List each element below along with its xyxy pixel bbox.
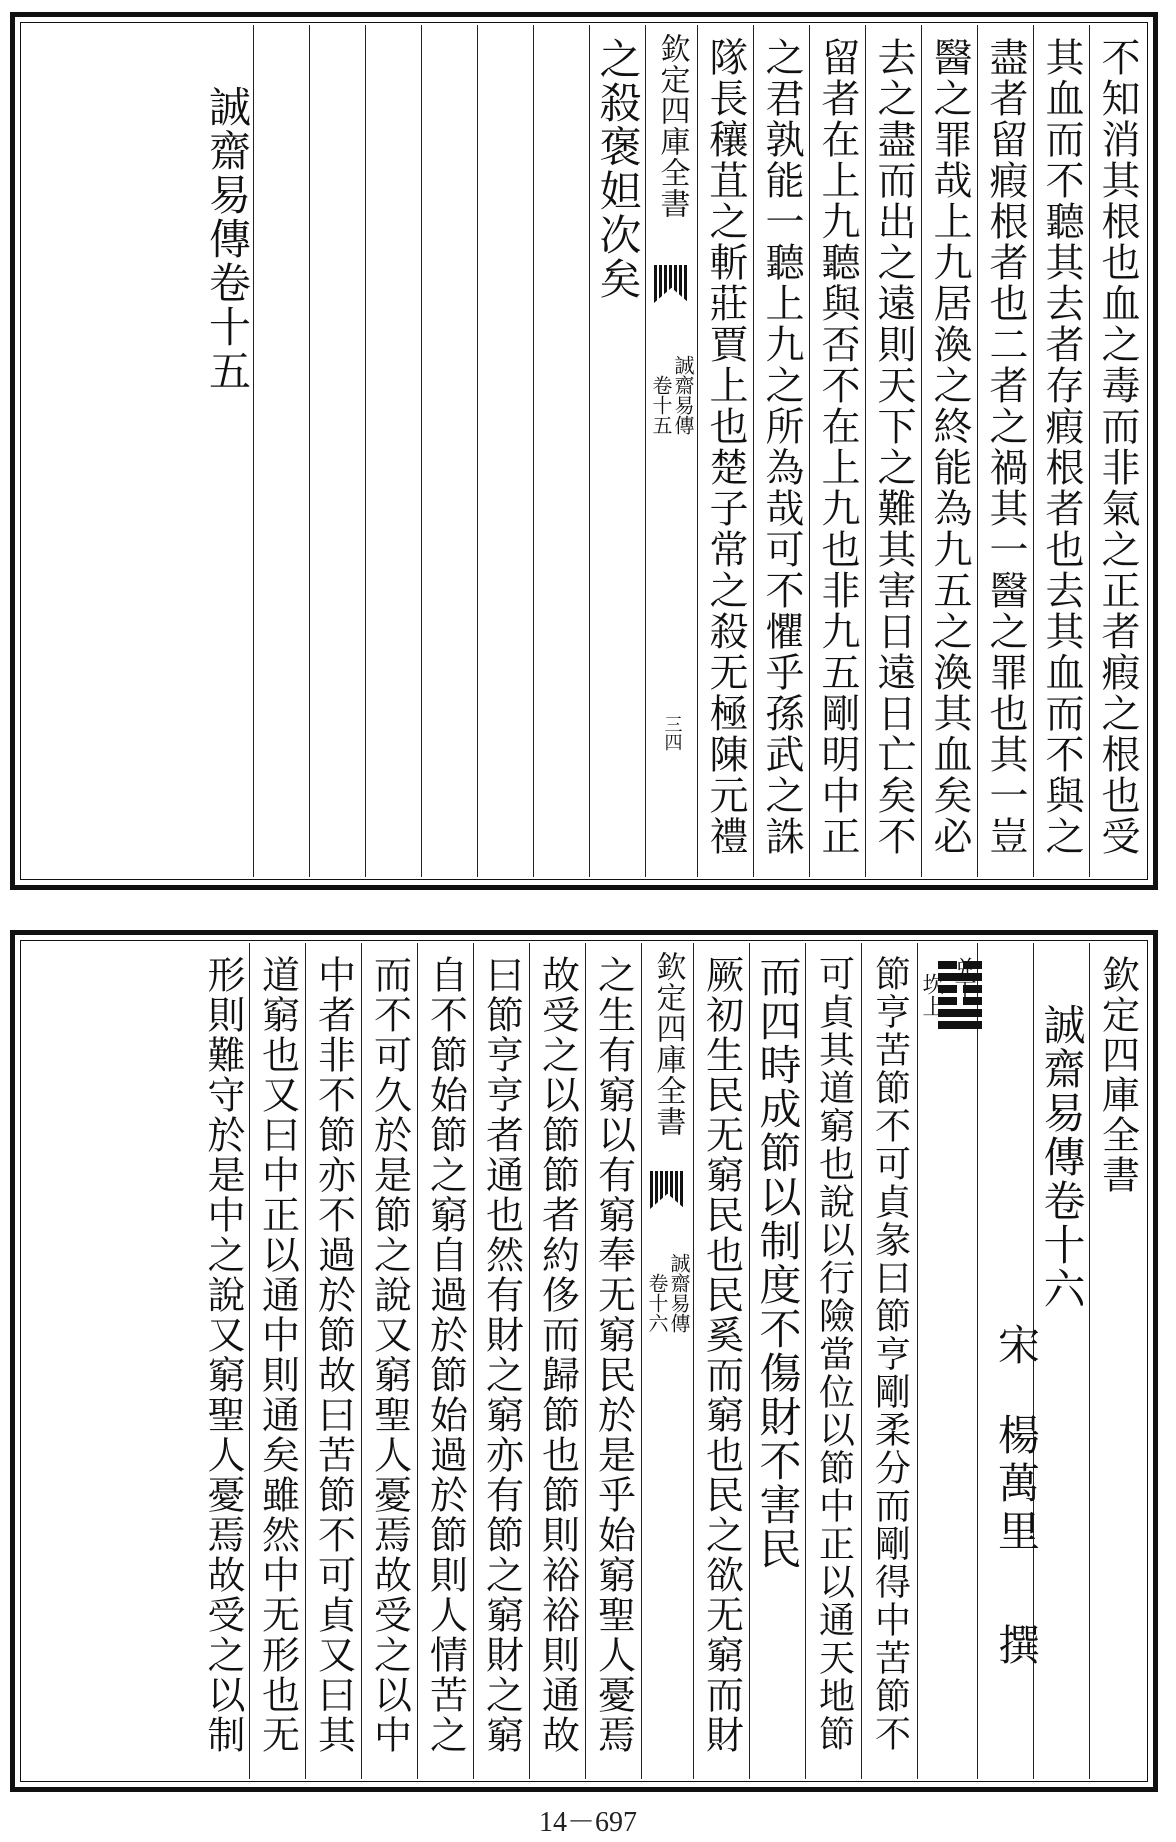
text-column: 其血而不聽其去者存瘕根者也去其血而不與之 — [1033, 25, 1089, 877]
folio-number: 14－697 — [538, 1807, 637, 1838]
lower-trigram-label: 兑下 — [951, 957, 976, 1001]
text-column: 去之盡而出之遠則天下之難其害日遠日亡矣不 — [865, 25, 921, 877]
text-column: 形則難守於是中之說又窮聖人憂焉故受之以制 — [201, 955, 245, 1755]
text-column: 醫之罪哉上九居渙之終能為九五之渙其血矣必 — [921, 25, 977, 877]
author-column — [977, 943, 1041, 1779]
hexagram-column — [917, 943, 977, 1779]
banner-juan: 卷十五 — [649, 375, 673, 435]
text-column: 誠齋易傳卷十五 — [203, 85, 252, 393]
text-column: 故受之以節節者約侈而歸節也節則裕裕則通故 — [529, 943, 585, 1779]
blank-column — [309, 25, 365, 877]
text-column: 而四時成節以制度不傷財不害民 — [749, 943, 805, 1779]
text-column: 之殺褒妲次矣 — [589, 25, 645, 877]
text-column: 節亨苦節不可貞彖曰節亨剛柔分而剛得中苦節不 — [861, 943, 917, 1779]
blank-column — [533, 25, 589, 877]
text-column: 盡者留瘕根者也二者之禍其一醫之罪也其一豈 — [977, 25, 1033, 877]
text-column: 自不節始節之窮自過於節始過於節則人情苦之 — [417, 943, 473, 1779]
blank-column — [253, 25, 309, 877]
text-column: 隊長穰苴之斬莊賈上也楚子常之殺无極陳元禮 — [697, 25, 753, 877]
top-page-columns — [23, 25, 1145, 877]
banner-juan: 卷十六 — [645, 1273, 669, 1333]
text-column: 留者在上九聽與否不在上九也非九五剛明中正 — [809, 25, 865, 877]
banner-book-title: 誠齋易傳 — [671, 355, 695, 435]
text-column: 厥初生民无窮民也民奚而窮也民之欲无窮而財 — [693, 943, 749, 1779]
fish-tail-mark — [650, 1171, 685, 1209]
banner-book-title: 誠齋易傳 — [667, 1253, 691, 1333]
banner-page-number: 三四 — [661, 715, 683, 751]
text-column: 可貞其道窮也說以行險當位以節中正以通天地節 — [805, 943, 861, 1779]
hexagram-line — [938, 1021, 982, 1029]
fish-tail-mark — [654, 265, 689, 303]
banner-heading: 欽定四庫全書 — [650, 951, 686, 1137]
text-column: 中者非不節亦不過於節故曰苦節不可貞又曰其 — [305, 943, 361, 1779]
author-name: 楊萬里 — [992, 1413, 1041, 1557]
title-column: 誠齋易傳卷十六 — [1033, 943, 1089, 1779]
author-dynasty: 宋 — [992, 1323, 1041, 1389]
author-role: 撰 — [992, 1623, 1041, 1689]
header-column: 欽定四庫全書 — [1089, 943, 1145, 1779]
text-column: 而不可久於是節之說又窮聖人憂焉故受之以中 — [361, 943, 417, 1779]
upper-trigram-label: 坎上 — [919, 973, 944, 1017]
text-column: 不知消其根也血之毒而非氣之正者瘕之根也受 — [1089, 25, 1145, 877]
text-column: 道窮也又曰中正以通中則通矣雖然中无形也无 — [249, 943, 305, 1779]
banner-heading: 欽定四庫全書 — [654, 33, 690, 219]
bottom-page — [10, 930, 1158, 1792]
top-page — [10, 12, 1158, 890]
blank-column — [365, 25, 421, 877]
blank-column — [421, 25, 477, 877]
text-column: 曰節亨亨者通也然有財之窮亦有節之窮財之窮 — [473, 943, 529, 1779]
text-column: 之生有窮以有窮奉无窮民於是乎始窮聖人憂焉 — [585, 943, 641, 1779]
text-column: 之君孰能一聽上九之所為哉可不懼乎孫武之誅 — [753, 25, 809, 877]
center-banner — [641, 943, 693, 1779]
blank-column — [477, 25, 533, 877]
center-banner — [645, 25, 697, 877]
bottom-page-columns — [23, 943, 1145, 1779]
